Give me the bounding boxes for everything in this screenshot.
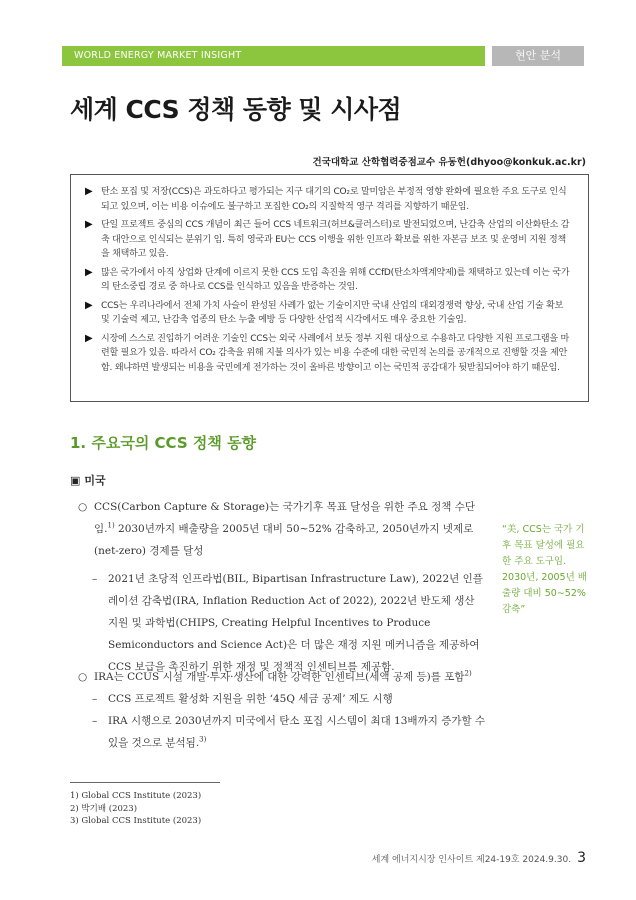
- p1-text-cont: 2030년까지 배출량을 2005년 대비 50∼52% 감축하고, 2050년까지 넷제로(net-zero) 경제를 달성: [94, 523, 474, 557]
- dash-bullet-icon: –: [92, 573, 98, 585]
- triangle-bullet-icon: ▶: [85, 186, 93, 197]
- summary-text: 많은 국가에서 아직 상업화 단계에 이르지 못한 CCS 도입 촉진을 위해 CCfD(탄소차액계약제)를 채택하고 있는데 이는 국가의 탄소중립 경로 중 하나로 CCS를 인식하고 있음을 반증하는 것임.: [101, 267, 570, 292]
- footnotes: [70, 790, 201, 828]
- summary-text: 단일 프로젝트 중심의 CCS 개념이 최근 들어 CCS 네트워크(허브&클러스터)로 발전되었으며, 난감축 산업의 이산화탄소 감축 대안으로 인식되는 분위기 임. 특히 영국과 EU는 CCS 이행을 위한 인프라 확보를 위한 자본금 보조 및 운영비 지원 정책을 채택하고 있음.: [101, 220, 570, 259]
- triangle-bullet-icon: ▶: [85, 332, 93, 344]
- footnote-item: 1) Global CCS Institute (2023): [70, 791, 202, 801]
- header-category-tag: 현안 분석: [492, 46, 584, 66]
- subsection-label: 미국: [84, 474, 106, 487]
- summary-box: [70, 174, 589, 402]
- section-title: 1. 주요국의 CCS 정책 동향: [70, 434, 257, 452]
- summary-item: [85, 332, 574, 376]
- footnote-ref[interactable]: 2): [464, 669, 472, 678]
- page-number: 3: [577, 850, 586, 866]
- footnote-item: 2) 박기배 (2023): [70, 803, 138, 814]
- body-paragraph-2: [78, 666, 488, 754]
- side-quote: “美, CCS는 국가 기후 목표 달성에 필요한 주요 도구임. 2030년, 2005년 배출량 대비 50∼52% 감축”: [502, 524, 587, 615]
- footnote-ref[interactable]: 1): [107, 521, 115, 530]
- header-banner: WORLD ENERGY MARKET INSIGHT: [62, 46, 485, 66]
- body-paragraph-1: [78, 496, 488, 678]
- p2-text: IRA는 CCUS 시설 개발·투자·생산에 대한 강력한 인센티브(세액 공제 등)를 포함: [94, 671, 465, 683]
- footnote-item: 3) Global CCS Institute (2023): [70, 816, 202, 826]
- page-footer: [372, 850, 586, 866]
- p1-sub-text: 2021년 초당적 인프라법(BIL, Bipartisan Infrastructure Law), 2022년 인플레이션 감축법(IRA, Inflation Reduction Act of 2022), 2022년 반도체 생산 지원 및 과학법(CHIPS, Creating Helpful Incentives to Produce Semiconductors and Science Act)은 더 많은 재정 지원 메커니즘을 제공하여 CCS 보급을 촉진하기 위한 재정 및 정책적 인센티브를 제공함.: [108, 573, 483, 673]
- summary-item: [85, 266, 574, 295]
- summary-text: CCS는 우리나라에서 전체 가치 사슬이 완성된 사례가 없는 기술이지만 국내 산업의 대외경쟁력 향상, 국내 산업 기술 확보 및 기술력 제고, 난감축 업종의 탄소 누출 예방 등 다양한 산업적 시각에서도 매우 중요한 기술임.: [101, 300, 564, 325]
- triangle-bullet-icon: ▶: [85, 266, 93, 278]
- summary-text: 시장에 스스로 진입하기 어려운 기술인 CCS는 외국 사례에서 보듯 정부 지원 대상으로 수용하고 다양한 지원 프로그램을 마련할 필요가 있음. 따라서 CO₂ 감축을 위해 지불 의사가 있는 비용 수준에 대한 국민적 논의를 공개적으로 진행할 것을 제안함. 왜냐하면 발생되는 비용을 국민에게 전가하는 것이 올바른 방향이고 이는 국민적 공감대가 뒷받침되어야 하기 때문임.: [101, 333, 569, 373]
- triangle-bullet-icon: ▶: [85, 299, 93, 311]
- summary-item: [85, 185, 574, 214]
- page-title: 세계 CCS 정책 동향 및 시사점: [70, 95, 402, 124]
- circle-bullet-icon: ○: [78, 501, 88, 513]
- square-bullet-icon: ▣: [70, 474, 81, 487]
- triangle-bullet-icon: ▶: [85, 219, 93, 230]
- footer-text: 세계 에너지시장 인사이트 제24-19호 2024.9.30.: [371, 855, 572, 865]
- paragraph-text: [94, 496, 488, 562]
- paragraph-text: [94, 666, 472, 688]
- summary-text: 탄소 포집 및 저장(CCS)은 과도하다고 평가되는 지구 대기의 CO₂로 말미암은 부정적 영향 완화에 필요한 주요 도구로 인식되고 있으며, 이는 비용 이슈에도 불구하고 포집한 CO₂의 지질학적 영구 격리를 지향하기 때문임.: [101, 187, 567, 212]
- summary-item: [85, 299, 574, 328]
- footnote-ref[interactable]: 3): [199, 735, 207, 744]
- dash-bullet-icon: –: [92, 693, 98, 705]
- footnote-divider: [70, 782, 220, 783]
- p2-sub1-text: CCS 프로젝트 활성화 지원을 위한 ‘45Q 세금 공제’ 제도 시행: [108, 693, 393, 705]
- author-line: 건국대학교 산학협력중점교수 유동헌(dhyoo@konkuk.ac.kr): [312, 157, 586, 168]
- p1-text: CCS(Carbon Capture & Storage)는 국가기후 목표 달성을 위한 주요 정책 수단임.: [94, 501, 476, 535]
- summary-item: [85, 218, 574, 262]
- p2-sub2-text: [108, 710, 488, 754]
- subsection-heading: [70, 472, 106, 488]
- p2-sub2-body: IRA 시행으로 2030년까지 미국에서 탄소 포집 시스템이 최대 13배까지 증가할 수 있을 것으로 분석됨.: [108, 715, 486, 749]
- circle-bullet-icon: ○: [78, 671, 88, 683]
- dash-bullet-icon: –: [92, 715, 98, 727]
